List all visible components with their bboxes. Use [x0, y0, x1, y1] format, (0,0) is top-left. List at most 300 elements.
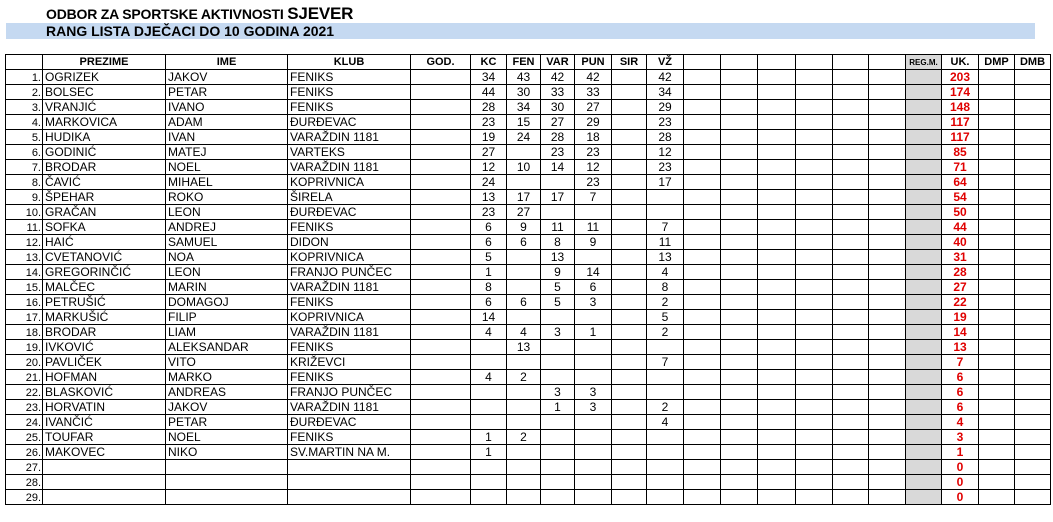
- cell-empty: [758, 310, 796, 325]
- cell-empty: [796, 115, 833, 130]
- cell-prezime: HAIĆ: [43, 235, 166, 250]
- cell-empty: [721, 160, 758, 175]
- col-pun: PUN: [575, 55, 612, 70]
- cell-empty: [612, 460, 647, 475]
- cell-kc: 28: [471, 100, 507, 115]
- cell-uk: 13: [942, 340, 979, 355]
- cell-empty: [721, 115, 758, 130]
- cell-fen: [507, 445, 541, 460]
- cell-uk: 44: [942, 220, 979, 235]
- cell-uk: 64: [942, 175, 979, 190]
- cell-empty: [721, 355, 758, 370]
- cell-empty: [869, 115, 906, 130]
- cell-empty: [833, 325, 869, 340]
- cell-empty: [906, 85, 942, 100]
- cell-empty: [411, 205, 471, 220]
- sheet-header: [0, 6, 1035, 39]
- cell-var: [541, 475, 575, 490]
- col-prezime: PREZIME: [43, 55, 166, 70]
- cell-empty: [833, 310, 869, 325]
- cell-ime: ADAM: [166, 115, 288, 130]
- cell-var: 5: [541, 280, 575, 295]
- cell-empty: [612, 400, 647, 415]
- cell-prezime: ČAVIĆ: [43, 175, 166, 190]
- cell-empty: [758, 175, 796, 190]
- cell-empty: [796, 280, 833, 295]
- cell-empty: [833, 370, 869, 385]
- cell-vz: 28: [647, 130, 684, 145]
- cell-empty: [833, 280, 869, 295]
- cell-fen: [507, 460, 541, 475]
- cell-empty: [411, 490, 471, 505]
- cell-empty: [612, 295, 647, 310]
- cell-uk: 31: [942, 250, 979, 265]
- cell-empty: [869, 130, 906, 145]
- cell-empty: [979, 70, 1015, 85]
- cell-empty: [869, 490, 906, 505]
- cell-pun: 3: [575, 295, 612, 310]
- cell-kc: 23: [471, 205, 507, 220]
- cell-empty: [833, 490, 869, 505]
- cell-empty: [906, 310, 942, 325]
- cell-empty: [411, 100, 471, 115]
- cell-vz: [647, 340, 684, 355]
- cell-uk: 117: [942, 115, 979, 130]
- cell-empty: [684, 250, 721, 265]
- cell-empty: [906, 205, 942, 220]
- col-rank: [6, 55, 43, 70]
- cell-empty: [979, 220, 1015, 235]
- cell-empty: [1015, 190, 1051, 205]
- cell-empty: [833, 235, 869, 250]
- cell-uk: 40: [942, 235, 979, 250]
- table-row: [6, 475, 1051, 490]
- cell-rank: 14.: [6, 265, 43, 280]
- table-row: [6, 175, 1051, 190]
- cell-rank: 5.: [6, 130, 43, 145]
- cell-ime: PETAR: [166, 415, 288, 430]
- table-row: [6, 145, 1051, 160]
- cell-empty: [833, 460, 869, 475]
- cell-empty: [1015, 370, 1051, 385]
- table-row: [6, 85, 1051, 100]
- cell-pun: [575, 310, 612, 325]
- cell-empty: [979, 100, 1015, 115]
- cell-kc: 13: [471, 190, 507, 205]
- cell-empty: [869, 190, 906, 205]
- cell-empty: [869, 265, 906, 280]
- cell-empty: [612, 445, 647, 460]
- cell-empty: [612, 280, 647, 295]
- table-row: [6, 445, 1051, 460]
- cell-empty: [684, 100, 721, 115]
- cell-empty: [1015, 310, 1051, 325]
- table-row: [6, 100, 1051, 115]
- cell-empty: [796, 400, 833, 415]
- cell-var: 30: [541, 100, 575, 115]
- cell-empty: [721, 415, 758, 430]
- cell-empty: [612, 370, 647, 385]
- cell-pun: [575, 490, 612, 505]
- cell-pun: 27: [575, 100, 612, 115]
- cell-vz: 12: [647, 145, 684, 160]
- table-row: [6, 370, 1051, 385]
- cell-empty: [684, 340, 721, 355]
- cell-fen: [507, 145, 541, 160]
- cell-empty: [411, 430, 471, 445]
- cell-rank: 29.: [6, 490, 43, 505]
- cell-kc: 14: [471, 310, 507, 325]
- cell-klub: [288, 490, 411, 505]
- cell-vz: 34: [647, 85, 684, 100]
- cell-prezime: [43, 460, 166, 475]
- cell-prezime: GREGORINČIĆ: [43, 265, 166, 280]
- cell-var: [541, 310, 575, 325]
- table-row: [6, 310, 1051, 325]
- cell-pun: 23: [575, 145, 612, 160]
- cell-empty: [796, 85, 833, 100]
- cell-fen: [507, 280, 541, 295]
- cell-klub: FENIKS: [288, 85, 411, 100]
- cell-fen: 24: [507, 130, 541, 145]
- cell-empty: [411, 160, 471, 175]
- cell-prezime: MARKUŠIĆ: [43, 310, 166, 325]
- cell-klub: ŠIRELA: [288, 190, 411, 205]
- cell-empty: [796, 175, 833, 190]
- cell-klub: VARTEKS: [288, 145, 411, 160]
- ranking-title: RANG LISTA DJEČACI DO 10 GODINA 2021: [6, 23, 1035, 39]
- cell-ime: ROKO: [166, 190, 288, 205]
- cell-fen: 15: [507, 115, 541, 130]
- col-klub: KLUB: [288, 55, 411, 70]
- cell-empty: [684, 115, 721, 130]
- cell-var: 27: [541, 115, 575, 130]
- cell-fen: 30: [507, 85, 541, 100]
- cell-ime: ANDREAS: [166, 385, 288, 400]
- cell-empty: [612, 100, 647, 115]
- cell-empty: [758, 355, 796, 370]
- table-row: [6, 340, 1051, 355]
- cell-empty: [684, 235, 721, 250]
- cell-empty: [684, 145, 721, 160]
- cell-empty: [758, 475, 796, 490]
- cell-kc: 44: [471, 85, 507, 100]
- table-row: [6, 160, 1051, 175]
- cell-ime: JAKOV: [166, 70, 288, 85]
- cell-uk: 27: [942, 280, 979, 295]
- cell-rank: 16.: [6, 295, 43, 310]
- cell-empty: [833, 445, 869, 460]
- cell-empty: [979, 445, 1015, 460]
- cell-ime: [166, 475, 288, 490]
- cell-kc: [471, 460, 507, 475]
- cell-pun: 3: [575, 385, 612, 400]
- cell-fen: [507, 250, 541, 265]
- cell-empty: [612, 430, 647, 445]
- cell-empty: [833, 430, 869, 445]
- cell-fen: 27: [507, 205, 541, 220]
- cell-empty: [612, 235, 647, 250]
- col-vz: VŽ: [647, 55, 684, 70]
- cell-empty: [1015, 235, 1051, 250]
- cell-rank: 22.: [6, 385, 43, 400]
- header-row: [6, 55, 1051, 70]
- cell-prezime: ŠPEHAR: [43, 190, 166, 205]
- cell-empty: [758, 85, 796, 100]
- cell-vz: 29: [647, 100, 684, 115]
- cell-empty: [796, 265, 833, 280]
- cell-empty: [758, 385, 796, 400]
- cell-empty: [869, 445, 906, 460]
- cell-prezime: BRODAR: [43, 325, 166, 340]
- cell-kc: 4: [471, 370, 507, 385]
- cell-empty: [869, 295, 906, 310]
- cell-empty: [833, 70, 869, 85]
- cell-uk: 28: [942, 265, 979, 280]
- cell-pun: 42: [575, 70, 612, 85]
- cell-empty: [796, 310, 833, 325]
- cell-empty: [684, 460, 721, 475]
- cell-empty: [721, 385, 758, 400]
- cell-fen: 6: [507, 235, 541, 250]
- cell-empty: [796, 250, 833, 265]
- cell-var: 3: [541, 325, 575, 340]
- cell-empty: [869, 340, 906, 355]
- cell-empty: [906, 355, 942, 370]
- cell-empty: [869, 85, 906, 100]
- cell-ime: VITO: [166, 355, 288, 370]
- cell-empty: [758, 145, 796, 160]
- cell-prezime: HUDIKA: [43, 130, 166, 145]
- cell-prezime: HORVATIN: [43, 400, 166, 415]
- cell-klub: FENIKS: [288, 370, 411, 385]
- cell-empty: [684, 430, 721, 445]
- cell-empty: [1015, 205, 1051, 220]
- cell-uk: 0: [942, 475, 979, 490]
- cell-empty: [979, 205, 1015, 220]
- cell-var: 28: [541, 130, 575, 145]
- cell-var: [541, 175, 575, 190]
- cell-klub: VARAŽDIN 1181: [288, 130, 411, 145]
- cell-empty: [612, 250, 647, 265]
- cell-empty: [721, 325, 758, 340]
- cell-prezime: GODINIĆ: [43, 145, 166, 160]
- cell-empty: [979, 160, 1015, 175]
- cell-uk: 22: [942, 295, 979, 310]
- cell-empty: [684, 415, 721, 430]
- cell-empty: [411, 475, 471, 490]
- cell-kc: 12: [471, 160, 507, 175]
- cell-kc: [471, 385, 507, 400]
- cell-empty: [721, 460, 758, 475]
- cell-vz: 13: [647, 250, 684, 265]
- cell-vz: [647, 445, 684, 460]
- cell-klub: [288, 460, 411, 475]
- cell-var: [541, 355, 575, 370]
- cell-empty: [833, 175, 869, 190]
- cell-rank: 6.: [6, 145, 43, 160]
- cell-empty: [979, 85, 1015, 100]
- cell-uk: 174: [942, 85, 979, 100]
- cell-empty: [906, 265, 942, 280]
- col-dmb: DMB: [1015, 55, 1051, 70]
- cell-vz: 8: [647, 280, 684, 295]
- cell-vz: [647, 190, 684, 205]
- cell-uk: 0: [942, 490, 979, 505]
- cell-ime: FILIP: [166, 310, 288, 325]
- cell-rank: 8.: [6, 175, 43, 190]
- cell-empty: [684, 190, 721, 205]
- cell-empty: [684, 70, 721, 85]
- cell-kc: 6: [471, 295, 507, 310]
- cell-klub: VARAŽDIN 1181: [288, 400, 411, 415]
- cell-klub: FRANJO PUNČEC: [288, 265, 411, 280]
- cell-fen: [507, 310, 541, 325]
- region-name: SJEVER: [287, 4, 354, 23]
- cell-empty: [411, 145, 471, 160]
- cell-empty: [612, 310, 647, 325]
- cell-var: 14: [541, 160, 575, 175]
- table-row: [6, 265, 1051, 280]
- cell-rank: 11.: [6, 220, 43, 235]
- cell-ime: DOMAGOJ: [166, 295, 288, 310]
- col-empty: [721, 55, 758, 70]
- cell-empty: [869, 220, 906, 235]
- cell-empty: [1015, 130, 1051, 145]
- cell-klub: VARAŽDIN 1181: [288, 160, 411, 175]
- cell-empty: [796, 235, 833, 250]
- cell-empty: [684, 445, 721, 460]
- cell-empty: [758, 220, 796, 235]
- cell-klub: FRANJO PUNČEC: [288, 385, 411, 400]
- cell-klub: FENIKS: [288, 340, 411, 355]
- cell-ime: ANDREJ: [166, 220, 288, 235]
- cell-empty: [758, 70, 796, 85]
- cell-vz: [647, 475, 684, 490]
- cell-empty: [411, 355, 471, 370]
- cell-vz: 17: [647, 175, 684, 190]
- cell-rank: 26.: [6, 445, 43, 460]
- cell-var: [541, 445, 575, 460]
- cell-empty: [1015, 160, 1051, 175]
- cell-empty: [796, 460, 833, 475]
- cell-empty: [906, 115, 942, 130]
- table-row: [6, 400, 1051, 415]
- cell-klub: ĐURĐEVAC: [288, 415, 411, 430]
- cell-empty: [684, 220, 721, 235]
- cell-empty: [833, 205, 869, 220]
- organization-title: [46, 6, 1035, 22]
- cell-klub: KOPRIVNICA: [288, 175, 411, 190]
- cell-vz: 7: [647, 220, 684, 235]
- cell-fen: 34: [507, 100, 541, 115]
- cell-uk: 4: [942, 415, 979, 430]
- cell-kc: 6: [471, 220, 507, 235]
- cell-ime: MATEJ: [166, 145, 288, 160]
- cell-empty: [411, 250, 471, 265]
- cell-empty: [612, 325, 647, 340]
- cell-empty: [411, 70, 471, 85]
- cell-ime: PETAR: [166, 85, 288, 100]
- cell-empty: [721, 235, 758, 250]
- cell-rank: 19.: [6, 340, 43, 355]
- cell-prezime: MALČEC: [43, 280, 166, 295]
- table-row: [6, 385, 1051, 400]
- cell-empty: [979, 250, 1015, 265]
- cell-empty: [869, 160, 906, 175]
- cell-empty: [979, 430, 1015, 445]
- cell-empty: [758, 430, 796, 445]
- cell-empty: [612, 85, 647, 100]
- cell-rank: 7.: [6, 160, 43, 175]
- cell-empty: [1015, 295, 1051, 310]
- cell-kc: 4: [471, 325, 507, 340]
- cell-empty: [979, 340, 1015, 355]
- cell-empty: [411, 370, 471, 385]
- cell-empty: [411, 400, 471, 415]
- cell-empty: [758, 340, 796, 355]
- cell-kc: 34: [471, 70, 507, 85]
- cell-pun: [575, 415, 612, 430]
- col-god: GOD.: [411, 55, 471, 70]
- cell-empty: [869, 400, 906, 415]
- cell-empty: [906, 340, 942, 355]
- cell-empty: [721, 205, 758, 220]
- cell-empty: [684, 295, 721, 310]
- cell-empty: [1015, 145, 1051, 160]
- ranking-table: [5, 54, 1051, 505]
- cell-empty: [411, 310, 471, 325]
- cell-empty: [1015, 220, 1051, 235]
- cell-kc: 19: [471, 130, 507, 145]
- cell-prezime: CVETANOVIĆ: [43, 250, 166, 265]
- cell-ime: MARKO: [166, 370, 288, 385]
- cell-empty: [796, 430, 833, 445]
- cell-empty: [411, 325, 471, 340]
- cell-empty: [1015, 445, 1051, 460]
- cell-ime: NOEL: [166, 160, 288, 175]
- cell-empty: [906, 385, 942, 400]
- cell-prezime: OGRIZEK: [43, 70, 166, 85]
- cell-pun: 7: [575, 190, 612, 205]
- cell-rank: 4.: [6, 115, 43, 130]
- cell-empty: [796, 475, 833, 490]
- cell-klub: KOPRIVNICA: [288, 310, 411, 325]
- table-row: [6, 70, 1051, 85]
- table-row: [6, 235, 1051, 250]
- cell-pun: [575, 355, 612, 370]
- cell-empty: [684, 205, 721, 220]
- cell-rank: 27.: [6, 460, 43, 475]
- table-row: [6, 190, 1051, 205]
- cell-empty: [411, 340, 471, 355]
- col-ime: IME: [166, 55, 288, 70]
- table-row: [6, 280, 1051, 295]
- cell-var: [541, 430, 575, 445]
- cell-uk: 50: [942, 205, 979, 220]
- cell-empty: [1015, 265, 1051, 280]
- cell-empty: [758, 250, 796, 265]
- cell-empty: [796, 445, 833, 460]
- cell-var: [541, 415, 575, 430]
- cell-empty: [869, 145, 906, 160]
- cell-empty: [869, 475, 906, 490]
- cell-uk: 0: [942, 460, 979, 475]
- cell-var: 33: [541, 85, 575, 100]
- col-empty: [684, 55, 721, 70]
- cell-pun: 3: [575, 400, 612, 415]
- cell-vz: [647, 490, 684, 505]
